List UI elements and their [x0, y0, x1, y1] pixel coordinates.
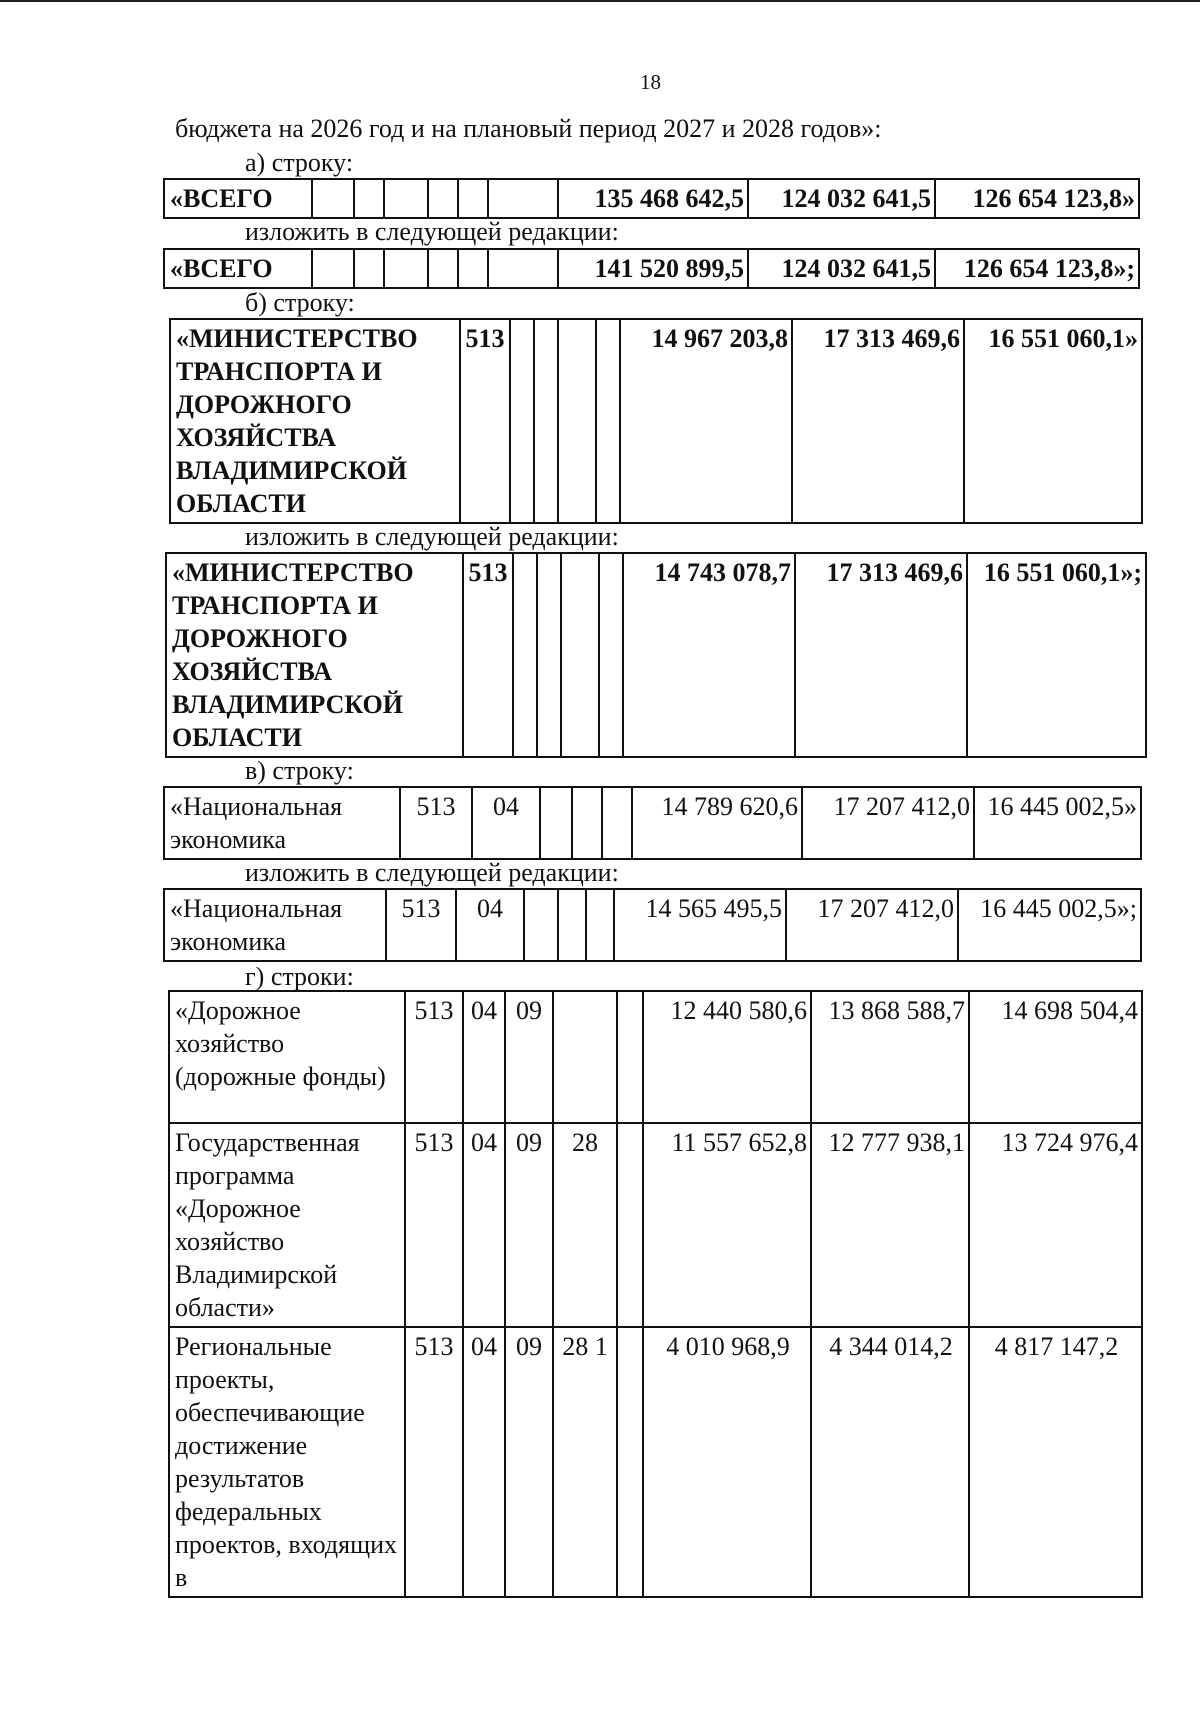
- table-b-old: [169, 318, 1143, 524]
- value-2027: 17 207 412,0: [802, 787, 974, 859]
- code-pr: 09: [505, 1327, 553, 1597]
- table-a-new: [163, 248, 1140, 289]
- row-name: «ВСЕГО: [164, 249, 312, 288]
- value-2026: 11 557 652,8: [643, 1123, 811, 1327]
- row-name: Региональные проекты, обеспечивающие достижение результатов федеральных проектов, входящих в: [169, 1327, 405, 1597]
- value-2028: 16 445 002,5»: [974, 787, 1141, 859]
- label-b: б) строку:: [245, 288, 355, 317]
- value-2026: 4 010 968,9: [643, 1327, 811, 1597]
- code-gr: 513: [386, 889, 456, 961]
- code-pr: 09: [505, 991, 553, 1123]
- value-2027: 13 868 588,7: [811, 991, 969, 1123]
- code-rz: 04: [463, 1123, 505, 1327]
- code-gr: 513: [463, 553, 513, 757]
- value-2026: 14 743 078,7: [623, 553, 795, 757]
- table-row: [164, 889, 1141, 961]
- value-2027: 17 313 469,6: [792, 319, 964, 523]
- value-2028: 16 551 060,1»: [964, 319, 1142, 523]
- value-2028: 16 551 060,1»;: [967, 553, 1146, 757]
- table-row: [164, 249, 1139, 288]
- label-a: а) строку:: [245, 148, 354, 177]
- code-cs: [553, 991, 617, 1123]
- code-cs: 28 1: [553, 1327, 617, 1597]
- row-name: «МИНИСТЕРСТВО ТРАНСПОРТА И ДОРОЖНОГО ХОЗЯЙСТВА ВЛАДИМИРСКОЙ ОБЛАСТИ: [170, 319, 460, 523]
- table-row: [166, 553, 1146, 757]
- value-2028: 16 445 002,5»;: [958, 889, 1141, 961]
- code-gr: 513: [400, 787, 472, 859]
- code-vr: [617, 1123, 643, 1327]
- table-row: [164, 179, 1139, 218]
- row-name: «Национальная экономика: [164, 787, 400, 859]
- page-number: 18: [640, 70, 661, 94]
- value-2028: 126 654 123,8»;: [935, 249, 1139, 288]
- code-gr: 513: [460, 319, 510, 523]
- value-2028: 126 654 123,8»: [935, 179, 1139, 218]
- value-2027: 17 313 469,6: [795, 553, 967, 757]
- value-2027: 124 032 641,5: [748, 249, 935, 288]
- code-cs: 28: [553, 1123, 617, 1327]
- code-rz: 04: [463, 991, 505, 1123]
- value-2027: 124 032 641,5: [748, 179, 935, 218]
- value-2028: 13 724 976,4: [969, 1123, 1142, 1327]
- table-row: [169, 1327, 1142, 1597]
- intro-text: бюджета на 2026 год и на плановый период 2027 и 2028 годов»:: [175, 114, 882, 143]
- label-new-1: изложить в следующей редакции:: [245, 217, 619, 246]
- label-new-3: изложить в следующей редакции:: [245, 858, 619, 887]
- code-pr: 09: [505, 1123, 553, 1327]
- value-2026: 14 967 203,8: [620, 319, 792, 523]
- value-2028: 14 698 504,4: [969, 991, 1142, 1123]
- row-name: Государственная программа «Дорожное хозяйство Владимирской области»: [169, 1123, 405, 1327]
- value-2026: 135 468 642,5: [558, 179, 748, 218]
- table-v-new: [163, 888, 1142, 962]
- label-g: г) строки:: [245, 962, 354, 991]
- code-vr: [617, 991, 643, 1123]
- scan-top-border: [0, 0, 1200, 2]
- value-2027: 12 777 938,1: [811, 1123, 969, 1327]
- code-rz: 04: [472, 787, 540, 859]
- row-name: «ВСЕГО: [164, 179, 312, 218]
- table-row: [169, 1123, 1142, 1327]
- value-2026: 14 789 620,6: [632, 787, 802, 859]
- code-gr: 513: [405, 991, 463, 1123]
- table-v-old: [163, 786, 1142, 860]
- row-name: «Дорожное хозяйство (дорожные фонды): [169, 991, 405, 1123]
- code-gr: 513: [405, 1123, 463, 1327]
- label-new-2: изложить в следующей редакции:: [245, 522, 619, 551]
- value-2028: 4 817 147,2: [969, 1327, 1142, 1597]
- table-a-old: [163, 178, 1140, 219]
- row-name: «МИНИСТЕРСТВО ТРАНСПОРТА И ДОРОЖНОГО ХОЗЯЙСТВА ВЛАДИМИРСКОЙ ОБЛАСТИ: [166, 553, 463, 757]
- value-2026: 14 565 495,5: [614, 889, 786, 961]
- value-2026: 12 440 580,6: [643, 991, 811, 1123]
- table-row: [170, 319, 1142, 523]
- code-rz: 04: [463, 1327, 505, 1597]
- table-g: [168, 990, 1143, 1598]
- value-2026: 141 520 899,5: [558, 249, 748, 288]
- row-name: «Национальная экономика: [164, 889, 386, 961]
- table-row: [169, 991, 1142, 1123]
- code-gr: 513: [405, 1327, 463, 1597]
- table-row: [164, 787, 1141, 859]
- value-2027: 17 207 412,0: [786, 889, 958, 961]
- label-v: в) строку:: [245, 756, 354, 785]
- table-b-new: [165, 552, 1147, 758]
- value-2027: 4 344 014,2: [811, 1327, 969, 1597]
- code-rz: 04: [456, 889, 524, 961]
- code-vr: [617, 1327, 643, 1597]
